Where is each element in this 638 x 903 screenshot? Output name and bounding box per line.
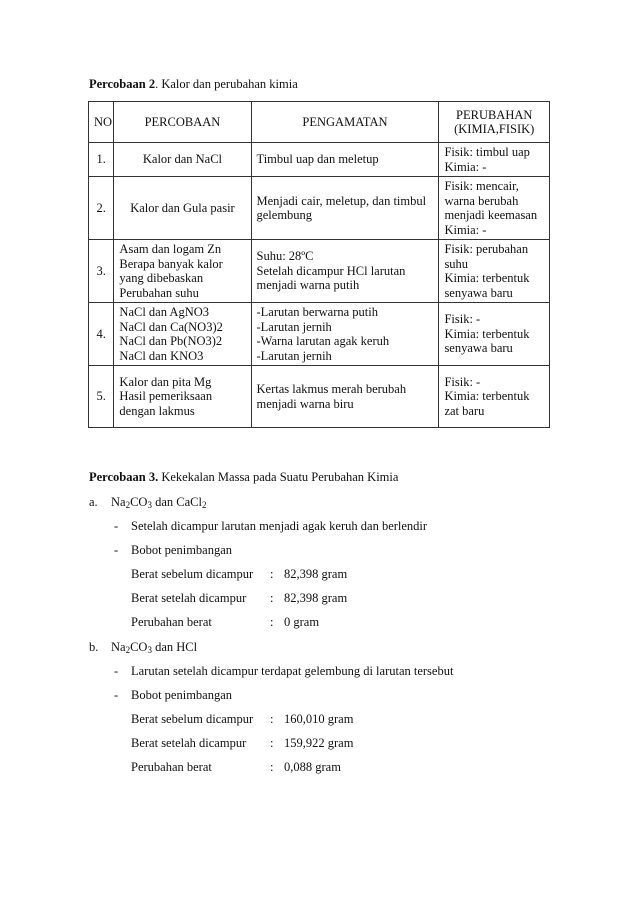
cell-pengamatan bbox=[251, 177, 439, 240]
part-a-title: $Na_2CO_3$ dan CaCl$_2$ bbox=[111, 495, 207, 510]
cell-perubahan-line: Fisik: - bbox=[444, 312, 481, 327]
heading-3-rest: Kekekalan Massa pada Suatu Perubahan Kimia bbox=[158, 470, 399, 484]
cell-perubahan bbox=[439, 143, 550, 177]
cell-pengamatan-line: Suhu: 28ºC bbox=[256, 249, 314, 264]
cell-percobaan-line: Kalor dan NaCl bbox=[142, 152, 223, 167]
part-a-bullet1-dash: - bbox=[114, 519, 119, 533]
part-b-bullet1: Larutan setelah dicampur terdapat gelembung di larutan tersebut bbox=[131, 664, 454, 678]
part-b-bullet1-dash: - bbox=[114, 664, 119, 678]
cell-pengamatan bbox=[251, 240, 439, 303]
header-percobaan: PERCOBAAN bbox=[114, 102, 251, 143]
part-b-row3-value: 0,088 gram bbox=[284, 760, 341, 774]
part-a-row2-label: Berat setelah dicampur bbox=[131, 591, 247, 605]
part-b-row3-colon: : bbox=[270, 760, 274, 774]
cell-pengamatan-line: Timbul uap dan meletup bbox=[256, 152, 379, 167]
cell-perubahan-line: zat baru bbox=[444, 403, 485, 418]
part-a-row2-colon: : bbox=[270, 591, 274, 605]
part-b-row3-label: Perubahan berat bbox=[131, 760, 212, 774]
part-b-title: $Na_2CO_3$ dan HCl bbox=[111, 640, 198, 655]
table-row bbox=[89, 240, 550, 303]
cell-pengamatan-line: menjadi warna biru bbox=[256, 396, 354, 411]
cell-pengamatan-line: -Warna larutan agak keruh bbox=[256, 334, 390, 348]
cell-pengamatan-line: Kertas lakmus merah berubah bbox=[256, 382, 407, 396]
cell-percobaan-line: Asam dan logam Zn bbox=[119, 242, 222, 256]
cell-percobaan-line: Berapa banyak kalor bbox=[119, 256, 223, 271]
part-a-row3-colon: : bbox=[270, 615, 274, 629]
cell-no: 3. bbox=[89, 240, 114, 303]
part-b-bullet2: Bobot penimbangan bbox=[131, 688, 233, 702]
part-b-row1-label: Berat sebelum dicampur bbox=[131, 712, 254, 726]
cell-pengamatan-line: -Larutan jernih bbox=[256, 319, 332, 334]
cell-percobaan-line: dengan lakmus bbox=[119, 403, 195, 418]
table-row bbox=[89, 366, 550, 428]
cell-pengamatan-line: gelembung bbox=[256, 208, 313, 222]
heading-2-rest: . Kalor dan perubahan kimia bbox=[155, 77, 298, 91]
cell-perubahan-line: Kimia: - bbox=[444, 222, 487, 237]
part-a-row1-label: Berat sebelum dicampur bbox=[131, 567, 254, 581]
table-header-row bbox=[89, 102, 550, 143]
cell-percobaan-line: NaCl dan KNO3 bbox=[119, 348, 204, 363]
cell-percobaan-line: Kalor dan pita Mg bbox=[119, 374, 212, 389]
cell-perubahan-line: suhu bbox=[444, 256, 469, 271]
part-a-row3-value: 0 gram bbox=[284, 615, 320, 629]
cell-pengamatan-line: Setelah dicampur HCl larutan bbox=[256, 263, 406, 278]
cell-no: 5. bbox=[89, 366, 114, 428]
cell-pengamatan-line: menjadi warna putih bbox=[256, 278, 360, 293]
heading-percobaan-2 bbox=[89, 77, 298, 92]
cell-no: 1. bbox=[89, 143, 114, 177]
cell-pengamatan bbox=[251, 143, 439, 177]
cell-perubahan-line: Kimia: terbentuk bbox=[444, 326, 530, 341]
cell-percobaan bbox=[114, 366, 251, 428]
header-perubahan bbox=[439, 102, 550, 143]
cell-perubahan-line: Fisik: perubahan bbox=[444, 242, 529, 256]
heading-3-bold: Percobaan 3. bbox=[89, 470, 159, 484]
cell-perubahan-line: senyawa baru bbox=[444, 341, 513, 356]
cell-perubahan-line: senyawa baru bbox=[444, 285, 513, 300]
cell-percobaan-line: Kalor dan Gula pasir bbox=[130, 200, 235, 215]
cell-perubahan-line: warna berubah bbox=[444, 193, 519, 208]
cell-no: 4. bbox=[89, 303, 114, 366]
cell-perubahan-line: Kimia: terbentuk bbox=[444, 271, 530, 285]
cell-perubahan bbox=[439, 366, 550, 428]
cell-perubahan-line: Kimia: - bbox=[444, 159, 487, 174]
part-a-row1-value: 82,398 gram bbox=[284, 567, 348, 581]
experiment-table bbox=[88, 101, 550, 428]
cell-pengamatan bbox=[251, 366, 439, 428]
header-perubahan-line2: (KIMIA,FISIK) bbox=[454, 122, 535, 136]
cell-perubahan-line: Fisik: - bbox=[444, 374, 481, 389]
header-no: NO bbox=[89, 102, 114, 143]
table-row bbox=[89, 303, 550, 366]
cell-percobaan-line: NaCl dan Pb(NO3)2 bbox=[119, 334, 223, 348]
cell-perubahan bbox=[439, 240, 550, 303]
cell-percobaan bbox=[114, 240, 251, 303]
cell-percobaan bbox=[114, 177, 251, 240]
part-b-row2-value: 159,922 gram bbox=[284, 736, 354, 750]
cell-percobaan-line: NaCl dan Ca(NO3)2 bbox=[119, 319, 223, 334]
header-pengamatan: PENGAMATAN bbox=[251, 102, 439, 143]
part-a-bullet2: Bobot penimbangan bbox=[131, 543, 233, 557]
cell-perubahan-line: Fisik: timbul uap bbox=[444, 145, 530, 159]
part-a-bullet2-dash: - bbox=[114, 543, 119, 557]
header-perubahan-line1: PERUBAHAN bbox=[456, 107, 533, 122]
cell-pengamatan-line: -Larutan berwarna putih bbox=[256, 305, 378, 319]
heading-percobaan-3 bbox=[89, 470, 398, 485]
cell-percobaan-line: yang dibebaskan bbox=[119, 271, 204, 285]
part-b-row1-value: 160,010 gram bbox=[284, 712, 354, 726]
part-b-row2-colon: : bbox=[270, 736, 274, 750]
cell-percobaan bbox=[114, 143, 251, 177]
table-row bbox=[89, 177, 550, 240]
part-a-bullet1: Setelah dicampur larutan menjadi agak keruh dan berlendir bbox=[131, 519, 428, 533]
cell-perubahan bbox=[439, 303, 550, 366]
cell-percobaan-line: Perubahan suhu bbox=[119, 285, 199, 300]
cell-pengamatan bbox=[251, 303, 439, 366]
cell-perubahan-line: menjadi keemasan bbox=[444, 208, 538, 222]
part-a-marker: a. bbox=[89, 495, 98, 509]
part-a-row2-value: 82,398 gram bbox=[284, 591, 348, 605]
part-b-marker: b. bbox=[89, 640, 99, 654]
cell-no: 2. bbox=[89, 177, 114, 240]
cell-perubahan-line: Kimia: terbentuk bbox=[444, 389, 530, 404]
heading-2-bold: Percobaan 2 bbox=[89, 77, 156, 91]
part-a-row3-label: Perubahan berat bbox=[131, 615, 212, 629]
cell-perubahan bbox=[439, 177, 550, 240]
part-b-row2-label: Berat setelah dicampur bbox=[131, 736, 247, 750]
part-b-bullet2-dash: - bbox=[114, 688, 119, 702]
cell-percobaan-line: Hasil pemeriksaan bbox=[119, 389, 213, 404]
cell-perubahan-line: Fisik: mencair, bbox=[444, 179, 519, 193]
cell-percobaan-line: NaCl dan AgNO3 bbox=[119, 305, 209, 319]
part-a-row1-colon: : bbox=[270, 567, 274, 581]
part-b-row1-colon: : bbox=[270, 712, 274, 726]
cell-pengamatan-line: Menjadi cair, meletup, dan timbul bbox=[256, 193, 427, 208]
table-row bbox=[89, 143, 550, 177]
cell-pengamatan-line: -Larutan jernih bbox=[256, 348, 332, 363]
cell-percobaan bbox=[114, 303, 251, 366]
